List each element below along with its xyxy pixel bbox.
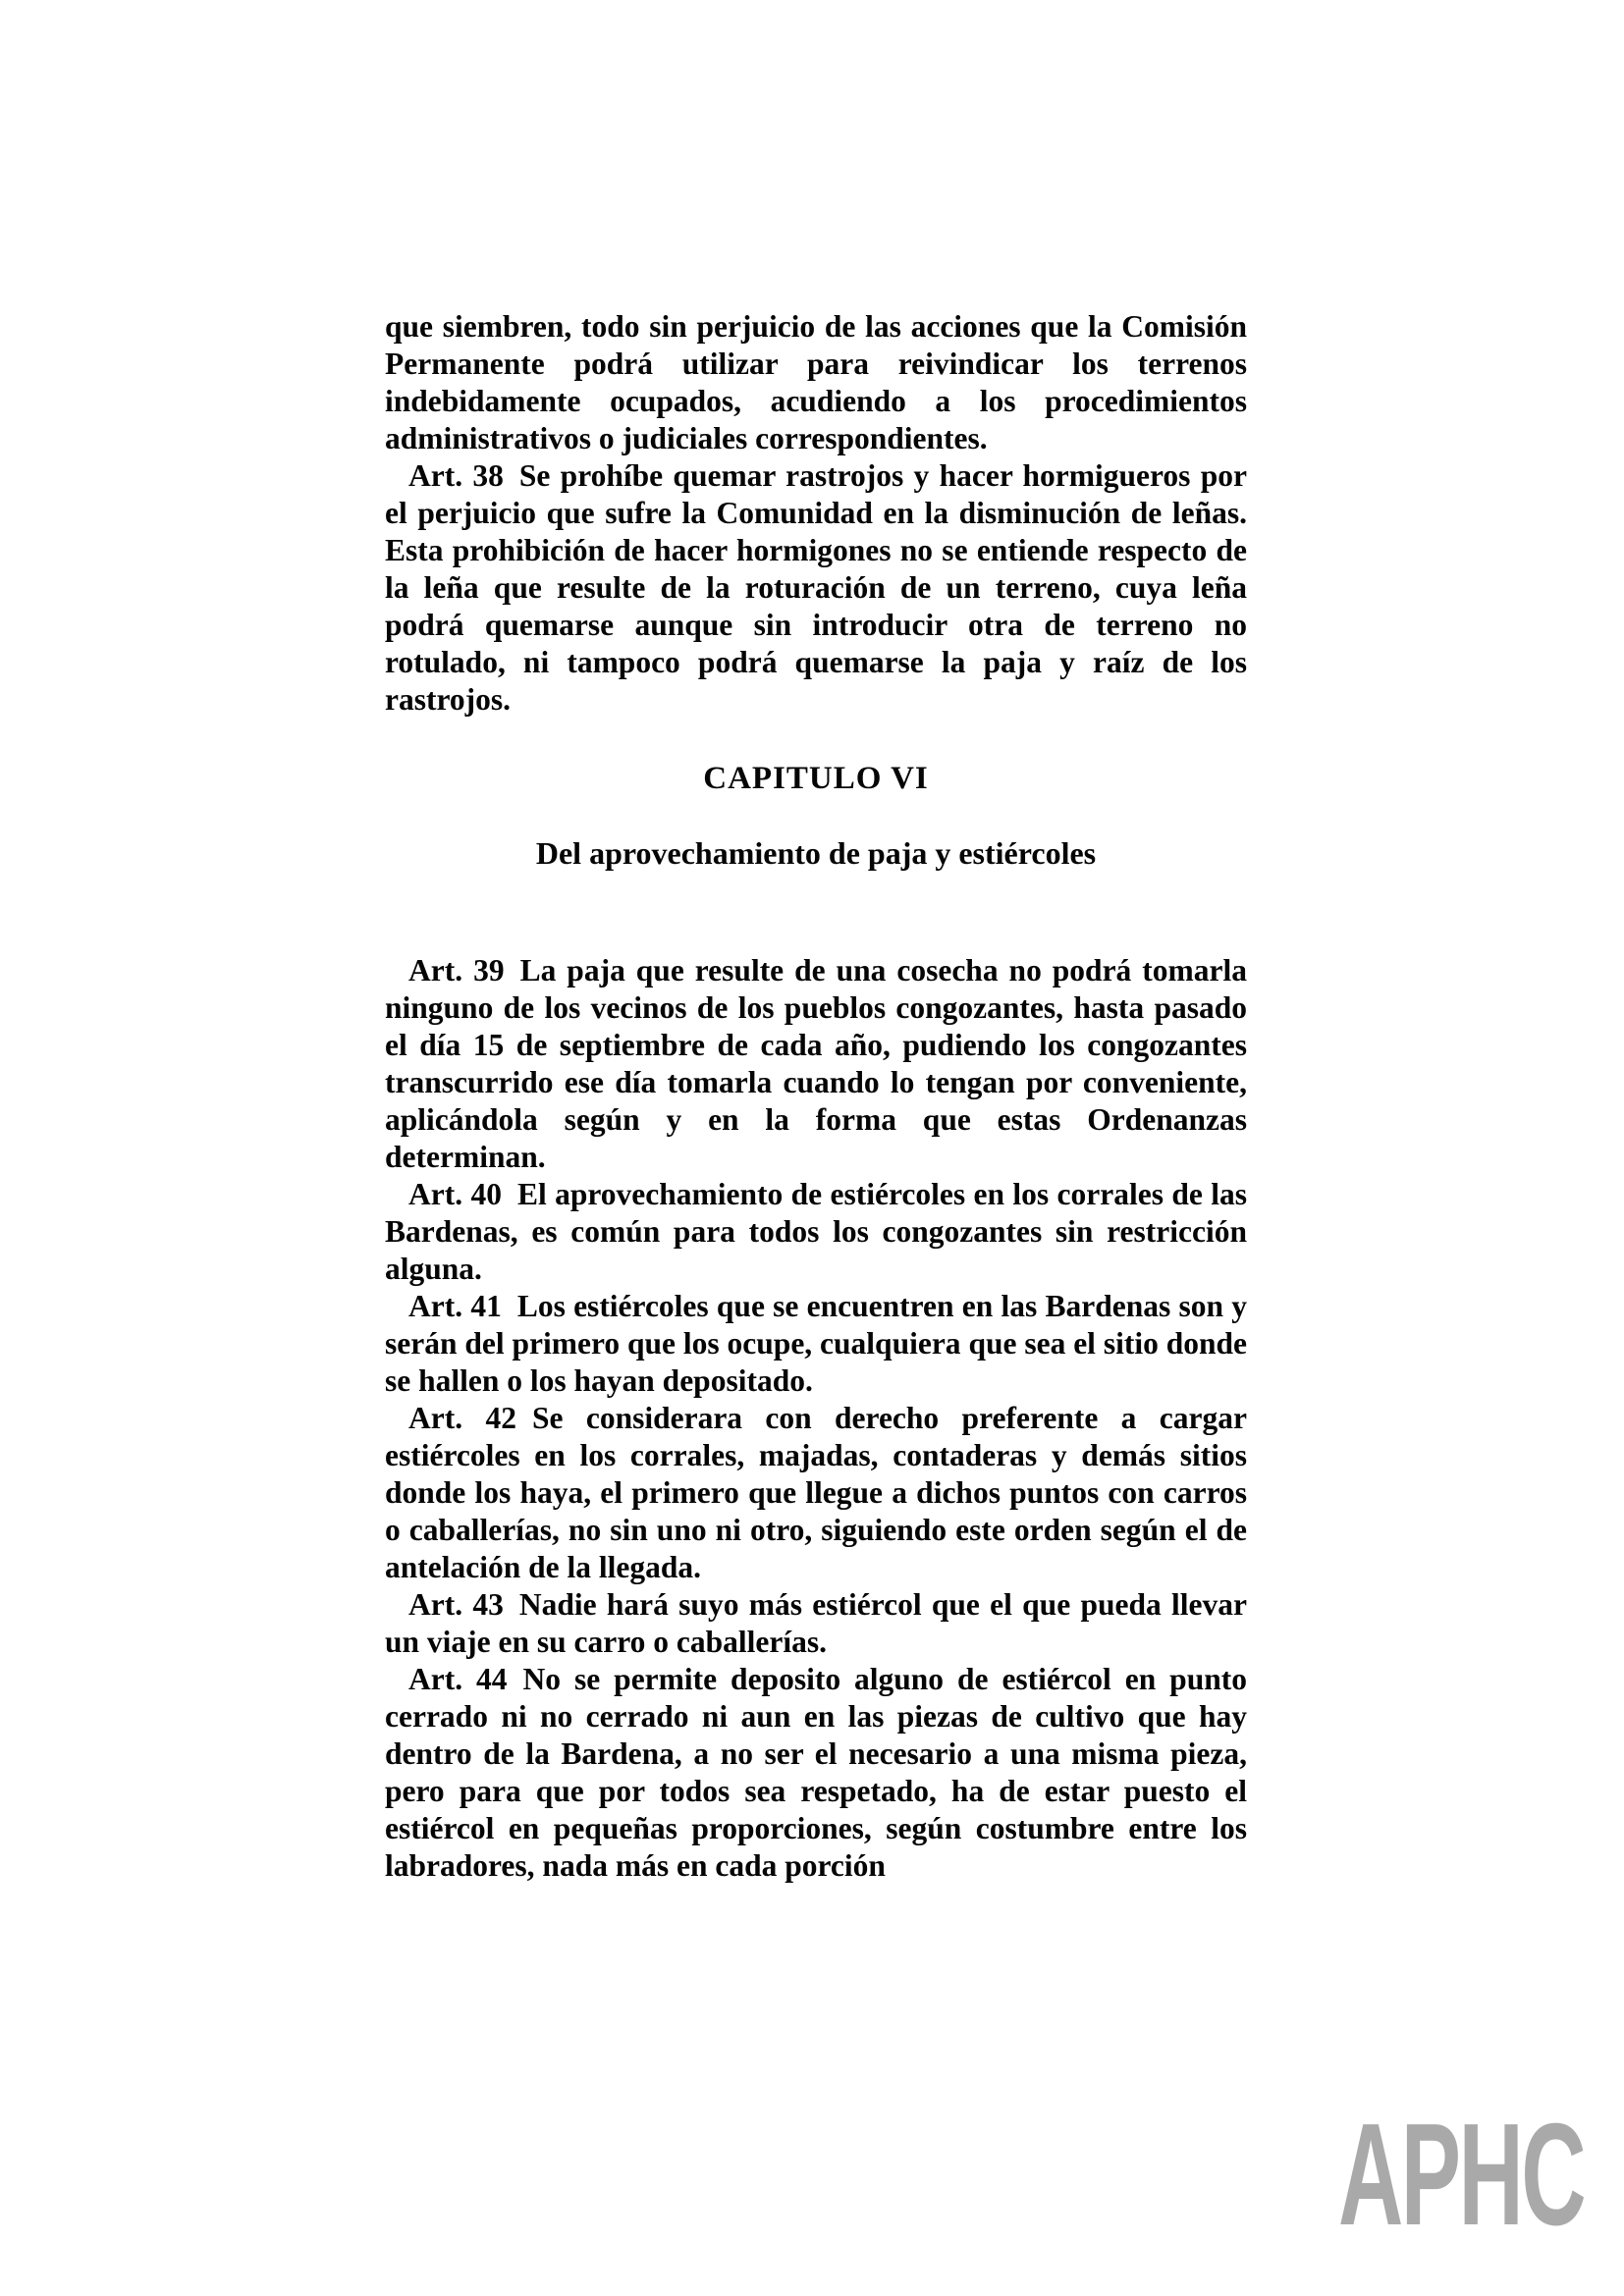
- article-number: Art. 40: [408, 1177, 502, 1211]
- article-paragraph: [385, 1288, 1247, 1400]
- article-number: Art. 38: [408, 458, 504, 493]
- article-text: Los estiércoles que se encuentren en las Bardenas son y serán del primero que los ocupe, cualquiera que sea el sitio donde se hallen o los hayan depositado.: [385, 1289, 1247, 1398]
- article-text: No se permite deposito alguno de estiércol en punto cerrado ni no cerrado ni aun en las piezas de cultivo que hay dentro de la Bardena, a no ser el necesario a una misma pieza, pero para que por todos sea respetado, ha de estar puesto el estiércol en pequeñas proporciones, según costumbre entre los labradores, nada más en cada porción: [385, 1662, 1247, 1883]
- article-text: Se prohíbe quemar rastrojos y hacer hormigueros por el perjuicio que sufre la Comunidad en la disminución de leñas. Esta prohibición de hacer hormigones no se entiende respecto de la leña que resulte de la roturación de un terreno, cuya leña podrá quemarse aunque sin introducir otra de terreno no rotulado, ni tampoco podrá quemarse la paja y raíz de los rastrojos.: [385, 458, 1247, 717]
- article-paragraph: [385, 1586, 1247, 1661]
- article-number: Art. 44: [408, 1662, 508, 1696]
- articles-after-chapter: [385, 952, 1247, 1885]
- continuation-paragraph: que siembren, todo sin perjuicio de las acciones que la Comisión Permanente podrá utilizar para reivindicar los terrenos indebidamente ocupados, acudiendo a los procedimientos administrativos o judiciales correspondientes.: [385, 309, 1247, 455]
- article-text: Nadie hará suyo más estiércol que el que pueda llevar un viaje en su carro o caballerías.: [385, 1587, 1247, 1659]
- article-paragraph: [385, 952, 1247, 1176]
- chapter-title: CAPITULO VI: [703, 761, 929, 796]
- article-paragraph: [385, 1661, 1247, 1885]
- article-paragraph: [385, 1176, 1247, 1288]
- articles-before-chapter: [385, 457, 1247, 719]
- article-text: La paja que resulte de una cosecha no podrá tomarla ninguno de los vecinos de los pueblos congozantes, hasta pasado el día 15 de septiembre de cada año, pudiendo los congozantes transcurrido ese día tomarla cuando lo tengan por conveniente, aplicándola según y en la forma que estas Ordenanzas determinan.: [385, 953, 1247, 1174]
- article-paragraph: [385, 1400, 1247, 1586]
- text-column: [385, 308, 1247, 1885]
- article-number: Art. 43: [408, 1587, 504, 1622]
- article-paragraph: [385, 457, 1247, 719]
- article-number: Art. 42: [408, 1401, 516, 1435]
- watermark-logo: APHC: [1338, 2094, 1585, 2256]
- article-number: Art. 39: [408, 953, 505, 988]
- article-text: El aprovechamiento de estiércoles en los corrales de las Bardenas, es común para todos los congozantes sin restricción alguna.: [385, 1177, 1247, 1286]
- chapter-subtitle: Del aprovechamiento de paja y estiércoles: [535, 835, 1097, 871]
- article-text: Se considerara con derecho preferente a cargar estiércoles en los corrales, majadas, contaderas y demás sitios donde los haya, el primero que llegue a dichos puntos con carros o caballerías, no sin uno ni otro, siguiendo este orden según el de antelación de la llegada.: [385, 1401, 1247, 1584]
- article-number: Art. 41: [408, 1289, 502, 1323]
